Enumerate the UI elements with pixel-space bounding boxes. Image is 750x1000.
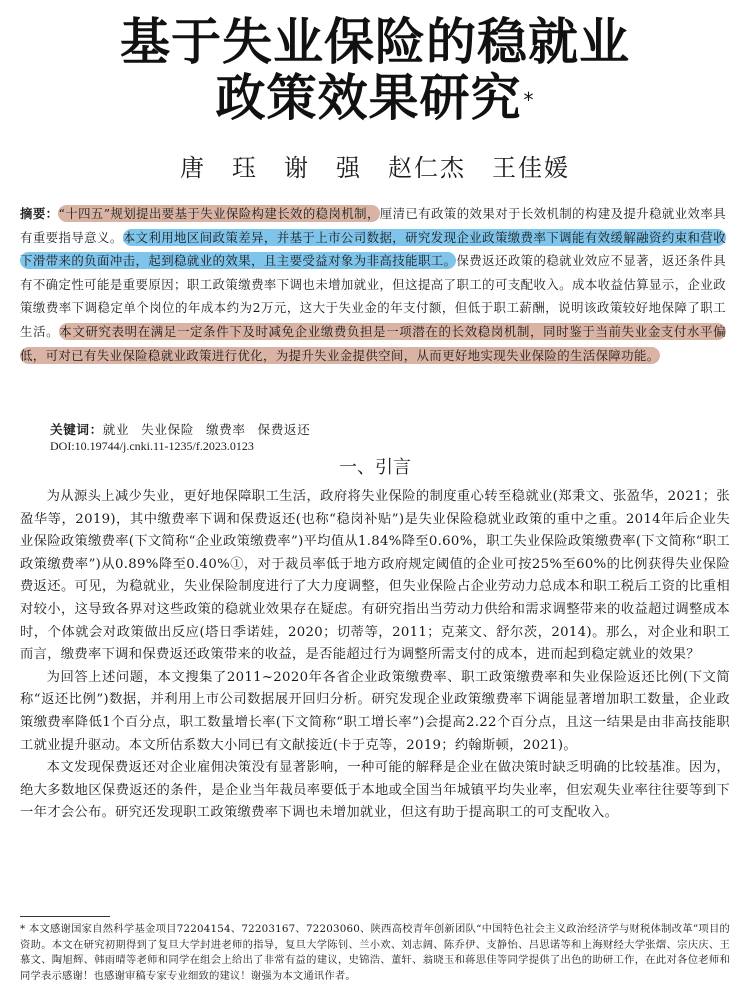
author-list: 唐 珏 谢 强 赵仁杰 王佳媛	[180, 154, 570, 182]
paragraph: 本文发现保费返还对企业雇佣决策没有显著影响，一种可能的解释是企业在做决策时缺乏明确的比较基准。因为，绝大多数地区保费返还的条件，是企业当年裁员率要低于本地或全国当年城镇平均失业率，但宏观失业率往往要等到下一年才会公布。研究还发现职工政策缴费率下调也未增加就业，但这有助于提高职工的可支配收入。	[20, 760, 730, 821]
keyword: 失业保险	[141, 422, 194, 437]
footnote: * 本文感谢国家自然科学基金项目72204154、72203167、72203060、陕西高校青年创新团队“中国特色社会主义政治经济学与财税体制改革”项目的资助。本文在研究初期得到了复旦大学封进老师的指导，复旦大学陈钊、兰小欢、刘志阔、陈乔伊、支静怡、吕思诺等和上海财经大学张熠、宗庆庆、王慕文、陶旭辉、韩雨晴等老师和同学在组会上给出了非常有益的建议，史锦浩、董轩、翁晓玉和蒋思佳等同学提供了出色的助研工作，在此对各位老师和同学表示感谢！也感谢审稿专家专业细致的建议！谢强为本文通讯作者。	[20, 923, 730, 982]
abstract-highlight-red-1: “十四五”规划提出要基于失业保险构建长效的稳岗机制，	[58, 206, 380, 221]
footnote-divider	[20, 916, 110, 917]
keyword: 保费返还	[257, 422, 311, 437]
abstract-text-2: 保费返还政策的稳就业效应不显著，返还条件具有不确定性可能是重要原因；职工政策缴费率下调也未增加就业，但这提高了职工的可支配收入。成本收益估算显示，企业政策缴费率下调稳定单个岗位的年成本约为2万元，这大于失业金的年支付额，但低于职工薪酬，说明该政策较好地保障了职工生活。	[20, 253, 726, 339]
article-title-line-2-text: 政策效果研究	[215, 69, 522, 127]
paragraph: 为回答上述问题，本文搜集了2011~2020年各省企业政策缴费率、职工政策缴费率和失业保险返还比例(下文简称“返还比例”)数据，并利用上市公司数据展开回归分析。研究发现企业政策缴费率下调能显著增加职工数量，企业政策缴费率降低1个百分点，职工数量增长率(下文简称“职工增长率”)会提高2.22个百分点，且这一结果是由非高技能职工就业提升驱动。本文所估系数大小同已有文献接近(卡于克等，2019；约翰斯顿，2021)。	[20, 669, 730, 753]
abstract-label: 摘要：	[20, 206, 59, 221]
article-title-line-2	[0, 68, 750, 128]
doi: DOI:10.19744/j.cnki.11-1235/f.2023.0123	[50, 439, 254, 453]
keyword: 就业	[102, 422, 130, 437]
paragraph: 为从源头上减少失业，更好地保障职工生活，政府将失业保险的制度重心转至稳就业(郑秉文、张盈华，2021；张盈华等，2019)，其中缴费率下调和保费返还(也称“稳岗补贴”)是失业保险稳就业政策的重中之重。2014年后企业失业保险政策缴费率(下文简称“企业政策缴费率”)平均值从1.84%降至0.60%，职工失业保险政策缴费率(下文简称“职工政策缴费率”)从0.89%降至0.40%①，对于裁员率低于地方政府规定阈值的企业可按25%至60%的比例获得失业保险费返还。可见，为稳就业，失业保险制度进行了大力度调整，但失业保险占企业劳动力总成本和职工税后工资的比重相对较小，这导致各界对这些政策的稳就业效果存在疑虑。有研究指出当劳动力供给和需求调整带来的收益超过调整成本时，个体就会对政策做出反应(塔日季诺娃，2020；切蒂等，2011；克莱文、舒尔茨，2014)。那么，对企业和职工而言，缴费率下调和保费返还政策带来的收益，是否能超过行为调整所需支付的成本，进而起到稳定就业的效果？	[20, 489, 730, 663]
article-title-line-1: 基于失业保险的稳就业	[120, 13, 630, 71]
keywords	[50, 419, 322, 438]
section-heading-introduction: 一、引言	[339, 457, 411, 478]
body-text	[20, 486, 730, 825]
abstract-highlight-blue: 本文利用地区间政策差异，并基于上市公司数据，研究发现企业政策缴费率下调能有效缓解融资约束和营收下滑带来的负面冲击，起到稳就业的效果，且主要受益对象为非高技能职工。	[20, 229, 726, 269]
keyword: 缴费率	[205, 422, 246, 437]
abstract	[20, 202, 726, 367]
title-footnote-marker: *	[523, 88, 535, 112]
keywords-label: 关键词：	[50, 422, 103, 437]
abstract-text-1: 厘清已有政策的效果对于长效机制的构建及提升稳就业效率具有重要指导意义。	[20, 206, 727, 245]
abstract-highlight-red-2: 本文研究表明在满足一定条件下及时减免企业缴费负担是一项潜在的长效稳岗机制，同时鉴于当前失业金支付水平偏低，可对已有失业保险稳就业政策进行优化，为提升失业金提供空间，从而更好地实现失业保险的生活保障功能。	[20, 323, 727, 363]
